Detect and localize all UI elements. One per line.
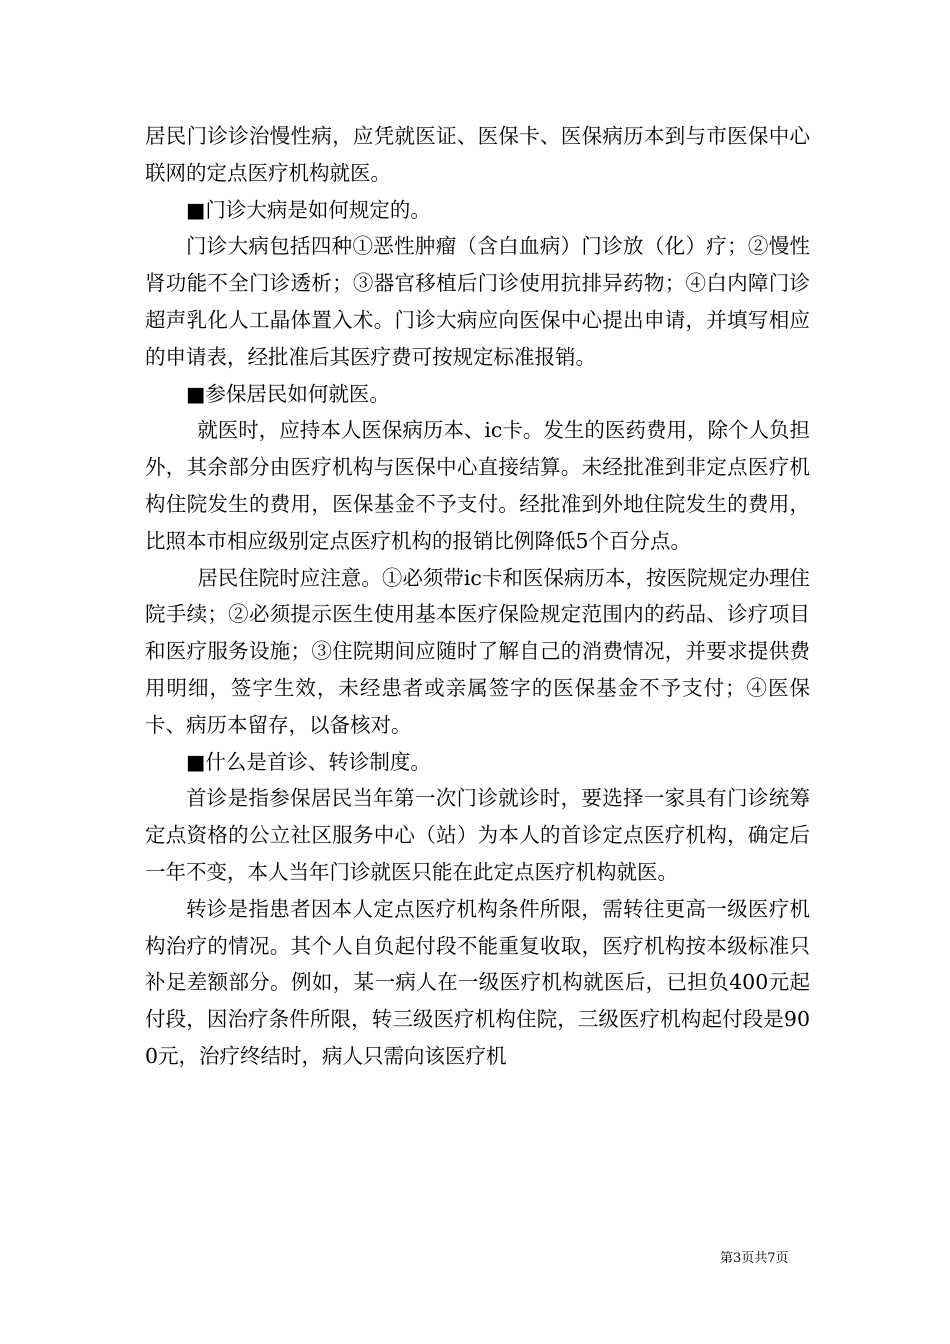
page-number: 第3页共7页 [720,1251,789,1266]
paragraph-outpatient-chronic: 居民门诊诊治慢性病，应凭就医证、医保卡、医保病历本到与市医保中心联网的定点医疗机构就医。 [145,124,810,185]
section-heading-insured-medical-care: ■参保居民如何就医。 [186,381,390,406]
document-body [145,118,810,1075]
paragraph-first-visit: 首诊是指参保居民当年第一次门诊就诊时，要选择一家具有门诊统筹定点资格的公立社区服务中心（站）为本人的首诊定点医疗机构，确定后一年不变，本人当年门诊就医只能在此定点医疗机构就医。 [145,786,810,884]
paragraph-hospitalization-notes: 居民住院时应注意。①必须带ic卡和医保病历本，按医院规定办理住院手续；②必须提示医生使用基本医疗保险规定范围内的药品、诊疗项目和医疗服务设施；③住院期间应随时了解自己的消费情况，并要求提供费用明细，签字生效，未经患者或亲属签字的医保基金不予支付；④医保卡、病历本留存，以备核对。 [145,565,810,737]
section-heading-first-visit-referral: ■什么是首诊、转诊制度。 [186,749,431,774]
paragraph-major-illness: 门诊大病包括四种①恶性肿瘤（含白血病）门诊放（化）疗；②慢性肾功能不全门诊透析；③器官移植后门诊使用抗排异药物；④白内障门诊超声乳化人工晶体置入术。门诊大病应向医保中心提出申请，并填写相应的申请表，经批准后其医疗费可按规定标准报销。 [145,234,810,369]
paragraph-seeking-care: 就医时，应持本人医保病历本、ic卡。发生的医药费用，除个人负担外，其余部分由医疗机构与医保中心直接结算。未经批准到非定点医疗机构住院发生的费用，医保基金不予支付。经批准到外地住院发生的费用，比照本市相应级别定点医疗机构的报销比例降低5个百分点。 [145,418,810,553]
section-heading-outpatient-major-illness: ■门诊大病是如何规定的。 [186,197,431,222]
paragraph-referral: 转诊是指患者因本人定点医疗机构条件所限，需转往更高一级医疗机构治疗的情况。其个人自负起付段不能重复收取，医疗机构按本级标准只补足差额部分。例如，某一病人在一级医疗机构就医后，已担负400元起付段，因治疗条件所限，转三级医疗机构住院，三级医疗机构起付段是900元，治疗终结时，病人只需向该医疗机 [145,896,810,1068]
